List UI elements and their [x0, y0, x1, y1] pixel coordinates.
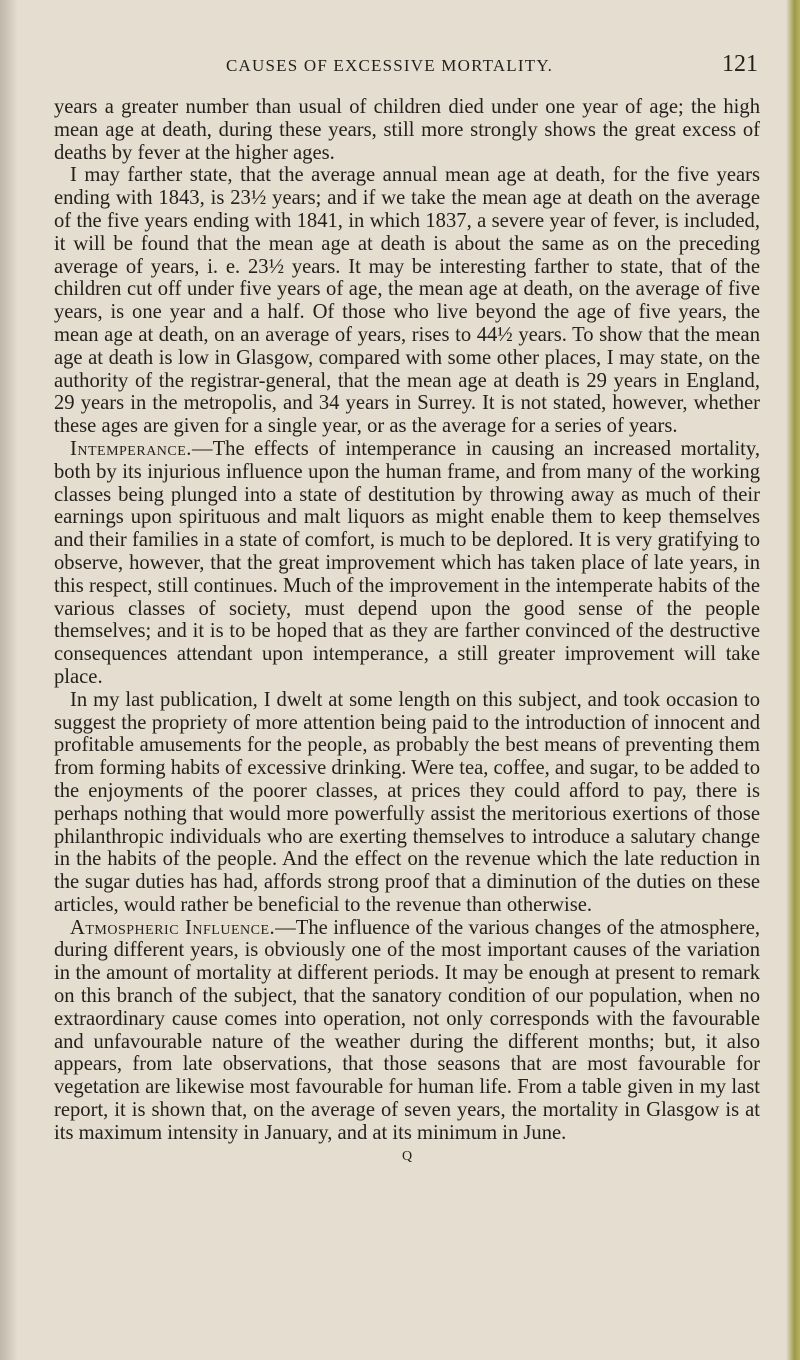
page-number: 121: [722, 51, 758, 77]
paragraph-text: —The effects of intemperance in causing an increased mortality, both by its injurious influence upon the human frame, and from many of the working classes being plunged into a state of destitution by throwing away as much of their earnings upon spirituous and malt liquors as might enable them to keep themselves and their families in a state of comfort, is much to be deplored. It is very gratifying to observe, however, that the great improvement which has taken place of late years, in this respect, still continues. Much of the improvement in the intemperate habits of the various classes of society, must depend upon the good sense of the people themselves; and it is to be hoped that as they are farther convinced of the destructive consequences attendant upon intemperance, a still greater improvement will take place.: [54, 437, 760, 688]
body-text: [54, 96, 760, 1145]
paragraph-text: years a greater number than usual of children died under one year of age; the high mean age at death, during these years, still more strongly shows the great excess of deaths by fever at the higher ages.: [54, 96, 760, 164]
paragraph-amusements: [54, 689, 760, 917]
section-heading-intemperance: Intemperance.: [70, 437, 192, 460]
paragraph-continuation: [54, 96, 760, 164]
paragraph-mean-age: [54, 164, 760, 438]
running-head: [54, 51, 760, 96]
page-edge: [786, 0, 800, 1360]
section-heading-atmospheric: Atmospheric Influence.: [70, 916, 276, 939]
paragraph-text: I may farther state, that the average annual mean age at death, for the five years ending with 1843, is 23½ years; and if we take the mean age at death on the average of the five years ending with 1841, in which 1837, a severe year of fever, is included, it will be found that the mean age at death is about the same as on the preceding average of years, i. e. 23½ years. It may be interesting farther to state, that of the children cut off under five years of age, the mean age at death, on the average of five years, is one year and a half. Of those who live beyond the age of five years, the mean age at death, on an average of years, rises to 44½ years. To show that the mean age at death is low in Glasgow, compared with some other places, I may state, on the authority of the registrar-general, that the mean age at death is 29 years in England, 29 years in the metropolis, and 34 years in Surrey. It is not stated, however, whether these ages are given for a single year, or as the average for a series of years.: [54, 164, 760, 438]
paragraph-intemperance: [54, 438, 760, 689]
book-page: [54, 51, 760, 1165]
signature-mark: Q: [401, 1148, 413, 1164]
binding-gutter: [0, 0, 18, 1360]
paragraph-text: In my last publication, I dwelt at some length on this subject, and took occasion to suggest the propriety of more attention being paid to the introduction of innocent and profitable amusements for the people, as probably the best means of preventing them from forming habits of excessive drinking. Were tea, coffee, and sugar, to be added to the enjoyments of the poorer classes, at prices they could afford to pay, there is perhaps nothing that would more powerfully assist the meritorious exertions of those philanthropic individuals who are exerting themselves to introduce a salutary change in the habits of the people. And the effect on the revenue which the late reduction in the sugar duties has had, affords strong proof that a diminution of the duties on these articles, would rather be beneficial to the revenue than otherwise.: [54, 688, 760, 916]
paragraph-text: —The influence of the various changes of the atmosphere, during different years, is obviously one of the most important causes of the variation in the amount of mortality at different periods. It may be enough at present to remark on this branch of the subject, that the sanatory condition of our population, when no extraordinary cause comes into operation, not only corresponds with the favourable and unfavourable nature of the weather during the different months; but, it also appears, from late observations, that those seasons that are most favourable for vegetation are likewise most favourable for human life. From a table given in my last report, it is shown that, on the average of seven years, the mortality in Glasgow is at its maximum intensity in January, and at its minimum in June.: [54, 916, 760, 1144]
running-head-title: CAUSES OF EXCESSIVE MORTALITY.: [226, 56, 554, 75]
paragraph-atmospheric: [54, 917, 760, 1145]
